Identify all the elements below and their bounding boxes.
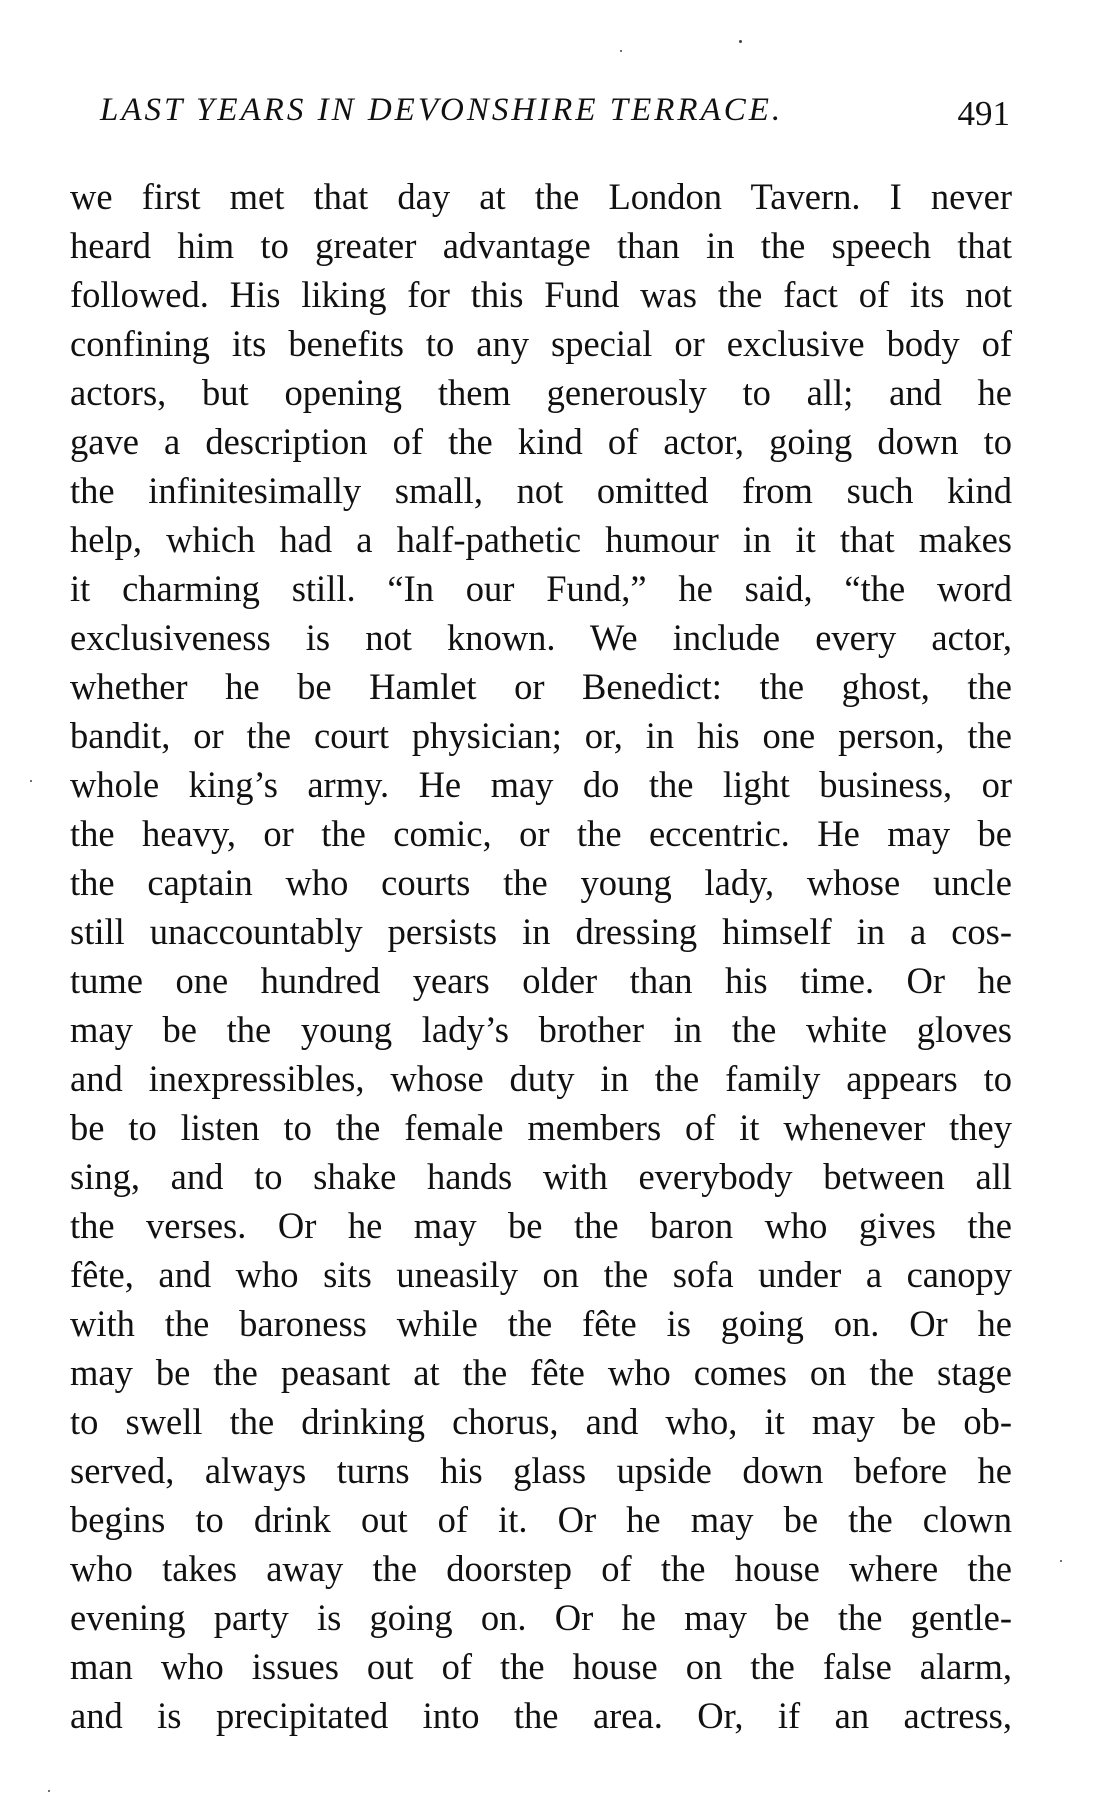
scan-speck (30, 780, 32, 782)
text-line: with the baroness while the fête is going on. Or he (70, 1303, 1012, 1344)
page-number: 491 (957, 94, 1010, 133)
text-line: exclusiveness is not known. We include every actor, (70, 617, 1012, 658)
text-line: whether he be Hamlet or Benedict: the ghost, the (70, 666, 1012, 707)
running-head (80, 86, 1010, 136)
text-line: may be the young lady’s brother in the white gloves (70, 1009, 1012, 1050)
text-line: the heavy, or the comic, or the eccentric. He may be (70, 813, 1012, 854)
text-line: followed. His liking for this Fund was the fact of its not (70, 274, 1012, 315)
running-title: LAST YEARS IN DEVONSHIRE TERRACE. (100, 92, 784, 128)
text-line: help, which had a half-pathetic humour in it that makes (70, 519, 1012, 560)
text-line: it charming still. “In our Fund,” he said, “the word (70, 568, 1012, 609)
text-line: sing, and to shake hands with everybody between all (70, 1156, 1012, 1197)
scan-speck (48, 1790, 50, 1792)
text-line: begins to drink out of it. Or he may be the clown (70, 1499, 1012, 1540)
text-line: who takes away the doorstep of the house where the (70, 1548, 1012, 1589)
text-line: and inexpressibles, whose duty in the family appears to (70, 1058, 1012, 1099)
body-text (70, 172, 1012, 1740)
text-line: to swell the drinking chorus, and who, it may be ob- (70, 1401, 1012, 1442)
text-line: the verses. Or he may be the baron who gives the (70, 1205, 1012, 1246)
text-line: the captain who courts the young lady, whose uncle (70, 862, 1012, 903)
text-line: the infinitesimally small, not omitted from such kind (70, 470, 1012, 511)
text-line: and is precipitated into the area. Or, if an actress, (70, 1695, 1012, 1736)
scan-speck (739, 40, 742, 43)
scan-speck (1060, 1560, 1062, 1562)
text-line: may be the peasant at the fête who comes on the stage (70, 1352, 1012, 1393)
text-line: be to listen to the female members of it whenever they (70, 1107, 1012, 1148)
text-line: still unaccountably persists in dressing himself in a cos- (70, 911, 1012, 952)
text-line: served, always turns his glass upside down before he (70, 1450, 1012, 1491)
scan-speck (620, 50, 622, 52)
text-line: tume one hundred years older than his time. Or he (70, 960, 1012, 1001)
text-line: evening party is going on. Or he may be the gentle- (70, 1597, 1012, 1638)
text-line: confining its benefits to any special or exclusive body of (70, 323, 1012, 364)
text-line: heard him to greater advantage than in the speech that (70, 225, 1012, 266)
text-line: whole king’s army. He may do the light business, or (70, 764, 1012, 805)
text-line: bandit, or the court physician; or, in his one person, the (70, 715, 1012, 756)
text-line: gave a description of the kind of actor, going down to (70, 421, 1012, 462)
text-line: we first met that day at the London Tavern. I never (70, 176, 1012, 217)
text-line: man who issues out of the house on the false alarm, (70, 1646, 1012, 1687)
text-line: fête, and who sits uneasily on the sofa under a canopy (70, 1254, 1012, 1295)
text-line: actors, but opening them generously to all; and he (70, 372, 1012, 413)
